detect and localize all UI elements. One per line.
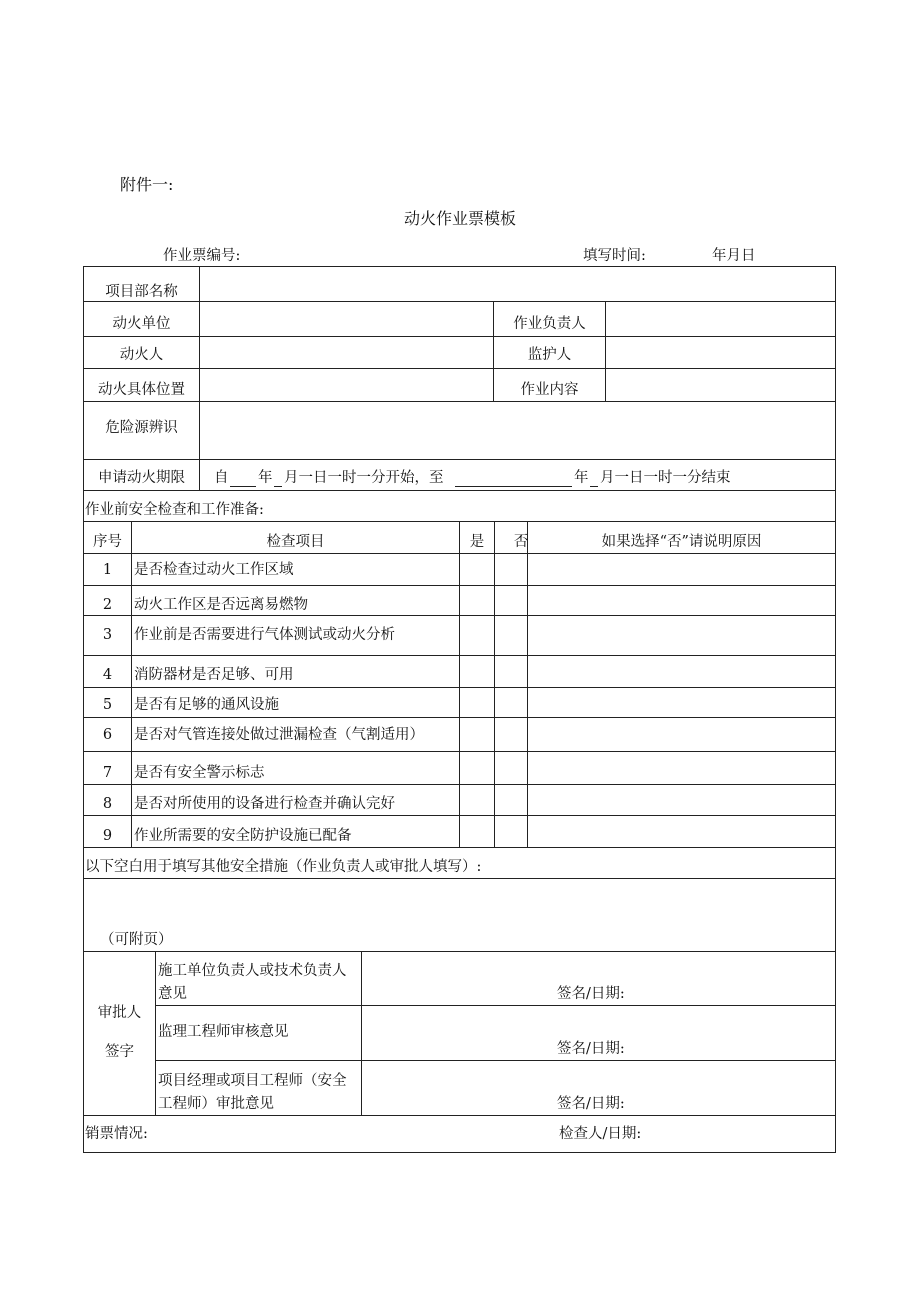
header-no: 序号 xyxy=(93,534,122,550)
page-title: 动火作业票模板 xyxy=(403,209,516,228)
fill-time-label: 填写时间: xyxy=(583,248,646,264)
attachable-note: （可附页） xyxy=(100,932,173,948)
check-row-no: 7 xyxy=(102,765,113,781)
check-row-no: 9 xyxy=(102,828,113,844)
check-row-no: 2 xyxy=(102,597,113,613)
check-row-no: 3 xyxy=(102,627,113,643)
approval-row-text: 监理工程师审核意见 xyxy=(158,1024,289,1040)
period-blank-4 xyxy=(590,486,598,487)
check-row-text: 是否检查过动火工作区域 xyxy=(134,562,294,578)
header-reason: 如果选择“否”请说明原因 xyxy=(601,534,762,550)
attachment-label: 附件一: xyxy=(120,175,174,194)
check-row-no: 8 xyxy=(102,796,113,812)
checker-label: 检查人/日期: xyxy=(559,1126,642,1142)
approval-row-text: 施工单位负责人或技术负责人意见 xyxy=(158,963,347,1002)
check-row-text: 是否对所使用的设备进行检查并确认完好 xyxy=(134,796,395,812)
period-year-2: 年 xyxy=(574,470,589,486)
header-yes: 是 xyxy=(469,534,485,550)
period-year-1: 年 xyxy=(258,470,273,486)
check-row-text: 是否对气管连接处做过泄漏检查（气割适用） xyxy=(134,727,424,743)
date-suffix: 年月日 xyxy=(712,248,756,264)
ticket-number-label: 作业票编号: xyxy=(163,248,241,264)
period-blank-2 xyxy=(274,486,282,487)
approval-row-text: 项目经理或项目工程师（安全工程师）审批意见 xyxy=(158,1073,347,1112)
check-row-text: 消防器材是否足够、可用 xyxy=(134,667,294,683)
check-row-text: 是否有足够的通风设施 xyxy=(134,697,279,713)
hazard-identification-label: 危险源辨识 xyxy=(105,420,178,436)
project-name-label: 项目部名称 xyxy=(105,284,178,300)
check-row-no: 1 xyxy=(102,562,113,578)
header-no-col: 否 xyxy=(513,534,529,550)
precheck-title: 作业前安全检查和工作准备: xyxy=(85,502,264,518)
guardian-label: 监护人 xyxy=(527,347,572,363)
approval-row-sign: 签名/日期: xyxy=(557,1041,625,1057)
period-blank-1 xyxy=(230,486,256,487)
fire-unit-label: 动火单位 xyxy=(112,316,171,332)
approval-row-sign: 签名/日期: xyxy=(557,1096,625,1112)
header-item: 检查项目 xyxy=(266,534,325,550)
check-row-no: 5 xyxy=(102,697,113,713)
approval-row-sign: 签名/日期: xyxy=(557,986,625,1002)
period-part-2: 月一日一时一分结束 xyxy=(600,470,731,486)
work-leader-label: 作业负责人 xyxy=(513,316,586,332)
period-blank-3 xyxy=(455,486,572,487)
period-from: 自 xyxy=(214,470,229,486)
check-row-text: 动火工作区是否远离易燃物 xyxy=(134,597,308,613)
check-row-text: 作业所需要的安全防护设施已配备 xyxy=(134,828,352,844)
fire-period-label: 申请动火期限 xyxy=(98,470,185,486)
check-row-no: 4 xyxy=(102,667,113,683)
check-row-no: 6 xyxy=(102,727,113,743)
fire-location-label: 动火具体位置 xyxy=(98,382,185,398)
period-part-1: 月一日一时一分开始，至 xyxy=(284,470,444,486)
cancel-label: 销票情况: xyxy=(85,1126,148,1142)
work-content-label: 作业内容 xyxy=(520,382,579,398)
approver-label-line1: 审批人 xyxy=(97,1005,142,1021)
approver-label-line2: 签字 xyxy=(105,1044,134,1060)
fire-person-label: 动火人 xyxy=(119,347,164,363)
other-measures-label: 以下空白用于填写其他安全措施（作业负责人或审批人填写）: xyxy=(85,859,482,875)
check-row-text: 作业前是否需要进行气体测试或动火分析 xyxy=(134,627,395,643)
check-row-text: 是否有安全警示标志 xyxy=(134,765,265,781)
